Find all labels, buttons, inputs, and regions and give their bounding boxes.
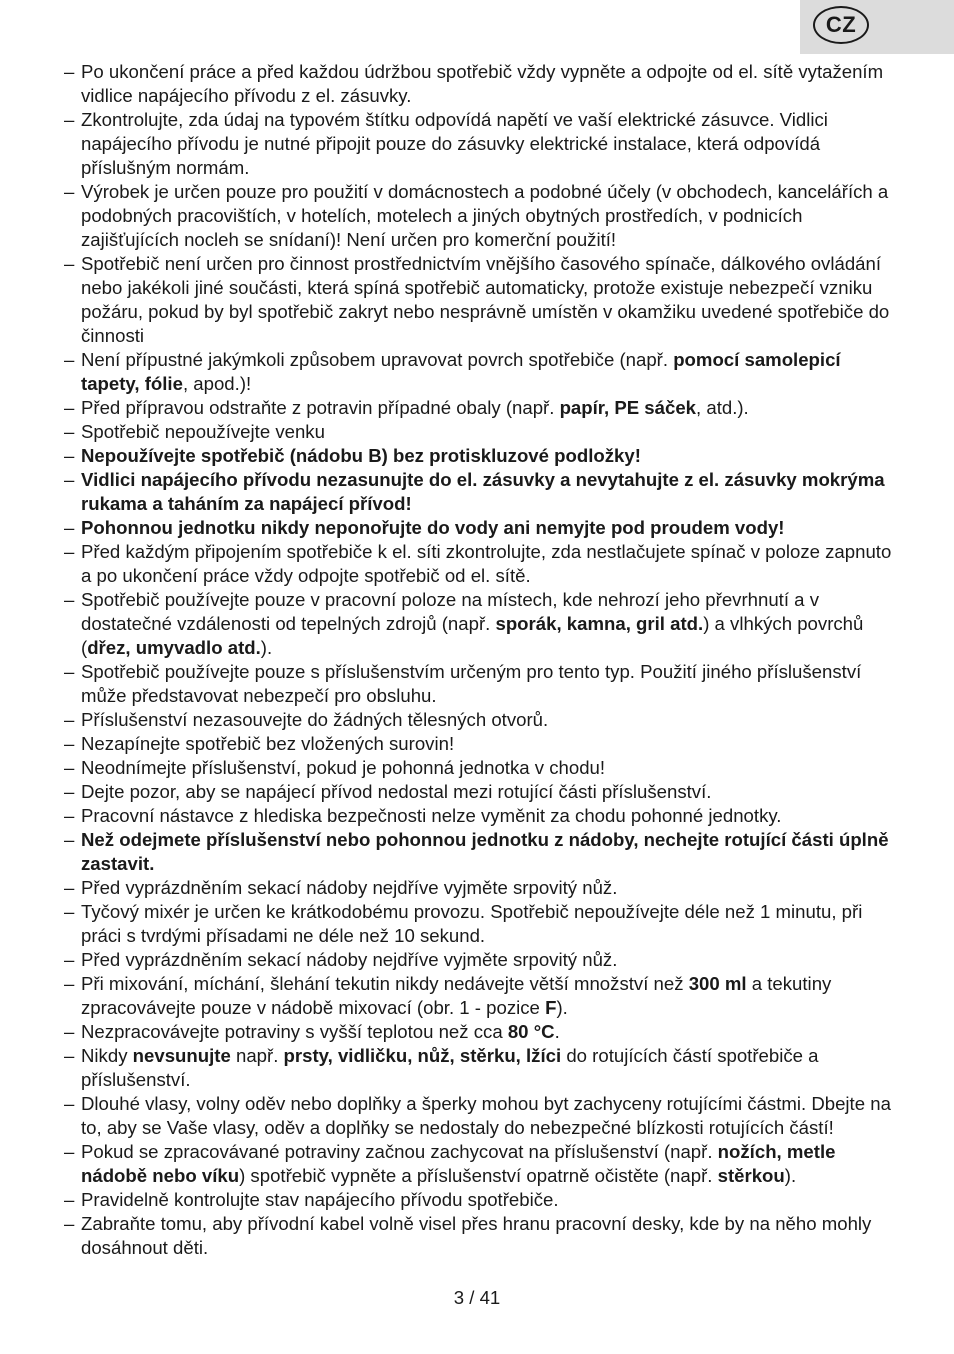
list-item bbox=[64, 588, 904, 660]
dash-bullet: – bbox=[64, 541, 75, 562]
text: Dejte pozor, aby se napájecí přívod nedostal mezi rotující části příslušenství. bbox=[81, 781, 712, 802]
list-item bbox=[64, 1212, 904, 1260]
dash-bullet: – bbox=[64, 901, 75, 922]
dash-bullet: – bbox=[64, 757, 75, 778]
bold-text: Než odejmete příslušenství nebo pohonnou jednotku z nádoby, nechejte rotující části úplně zastavit. bbox=[81, 829, 889, 874]
dash-bullet: – bbox=[64, 445, 75, 466]
text: Spotřebič nepoužívejte venku bbox=[81, 421, 325, 442]
dash-bullet: – bbox=[64, 421, 75, 442]
text: Spotřebič není určen pro činnost prostřednictvím vnějšího časového spínače, dálkového ovládání nebo jakékoli jiné součásti, která spíná spotřebič automaticky, protože existuje nebezpečí vzniku požáru, pokud by byl spotřebič zakryt nebo nesprávně umístěn v okamžiku uvedené spotřebiče do činnosti bbox=[81, 253, 890, 346]
text: Zkontrolujte, zda údaj na typovém štítku odpovídá napětí ve vaší elektrické zásuvce. Vidlici napájecího přívodu je nutné připojit pouze do zásuvky elektrické instalace, která odpovídá příslušným normám. bbox=[81, 109, 828, 178]
bold-text: nevsunujte bbox=[132, 1045, 231, 1066]
list-item bbox=[64, 828, 904, 876]
text: Po ukončení práce a před každou údržbou spotřebič vždy vypněte a odpojte od el. sítě vytažením vidlice napájecího přívodu z el. zásuvky. bbox=[81, 61, 884, 106]
language-tab bbox=[800, 0, 954, 54]
dash-bullet: – bbox=[64, 1141, 75, 1162]
list-item bbox=[64, 804, 904, 828]
text: Příslušenství nezasouvejte do žádných tělesných otvorů. bbox=[81, 709, 549, 730]
list-item bbox=[64, 1140, 904, 1188]
dash-bullet: – bbox=[64, 109, 75, 130]
list-item bbox=[64, 396, 904, 420]
list-item bbox=[64, 756, 904, 780]
dash-bullet: – bbox=[64, 253, 75, 274]
text: Před každým připojením spotřebiče k el. síti zkontrolujte, zda nestlačujete spínač v poloze zapnuto a po ukončení práce vždy odpojte spotřebič od el. sítě. bbox=[81, 541, 892, 586]
dash-bullet: – bbox=[64, 805, 75, 826]
dash-bullet: – bbox=[64, 181, 75, 202]
dash-bullet: – bbox=[64, 973, 75, 994]
text: Pracovní nástavce z hlediska bezpečnosti nelze vyměnit za chodu pohonné jednotky. bbox=[81, 805, 782, 826]
bold-text: papír, PE sáček bbox=[559, 397, 697, 418]
dash-bullet: – bbox=[64, 517, 75, 538]
text: Pokud se zpracovávané potraviny začnou zachycovat na příslušenství (např. bbox=[81, 1141, 718, 1162]
dash-bullet: – bbox=[64, 709, 75, 730]
text: Před přípravou odstraňte z potravin případné obaly (např. bbox=[81, 397, 560, 418]
text: Při mixování, míchání, šlehání tekutin nikdy nedávejte větší množství než bbox=[81, 973, 689, 994]
list-item bbox=[64, 348, 904, 396]
bold-text: pomocí samolepicí tapety, fólie bbox=[81, 349, 841, 394]
text: Zabraňte tomu, aby přívodní kabel volně visel přes hranu pracovní desky, kde by na něho mohly dosáhnout děti. bbox=[81, 1213, 872, 1258]
bold-text: dřez, umyvadlo atd. bbox=[87, 637, 261, 658]
text: Před vyprázdněním sekací nádoby nejdříve vyjměte srpovitý nůž. bbox=[81, 949, 618, 970]
safety-instructions bbox=[64, 60, 904, 1260]
dash-bullet: – bbox=[64, 589, 75, 610]
list-item bbox=[64, 420, 904, 444]
list-item bbox=[64, 732, 904, 756]
bold-text: prsty, vidličku, nůž, stěrku, lžíci bbox=[283, 1045, 562, 1066]
bold-text: Pohonnou jednotku nikdy neponořujte do vody ani nemyjte pod proudem vody! bbox=[81, 517, 785, 538]
bold-text: Vidlici napájecího přívodu nezasunujte do el. zásuvky a nevytahujte z el. zásuvky mokrýma rukama a taháním za napájecí přívod! bbox=[81, 469, 885, 514]
page-number: 3 / 41 bbox=[453, 1287, 501, 1308]
list-item bbox=[64, 468, 904, 516]
text: Tyčový mixér je určen ke krátkodobému provozu. Spotřebič nepoužívejte déle než 1 minutu, při práci s tvrdými přísadami ne déle než 10 sekund. bbox=[81, 901, 863, 946]
text: ) spotřebič vypněte a příslušenství opatrně očistěte (např. bbox=[239, 1165, 718, 1186]
text: ). bbox=[784, 1165, 797, 1186]
dash-bullet: – bbox=[64, 877, 75, 898]
text: ) a vlhkých povrchů ( bbox=[81, 613, 864, 658]
text: Spotřebič používejte pouze v pracovní poloze na místech, kde nehrozí jeho převrhnutí a v dostatečné vzdálenosti od tepelných zdrojů (např. bbox=[81, 589, 819, 634]
language-code: CZ bbox=[825, 12, 857, 37]
dash-bullet: – bbox=[64, 469, 75, 490]
dash-bullet: – bbox=[64, 949, 75, 970]
list-item bbox=[64, 948, 904, 972]
list-item bbox=[64, 972, 904, 1020]
text: např. bbox=[230, 1045, 284, 1066]
list-item bbox=[64, 708, 904, 732]
bold-text: nožích, metle nádobě nebo víku bbox=[81, 1141, 836, 1186]
dash-bullet: – bbox=[64, 733, 75, 754]
dash-bullet: – bbox=[64, 349, 75, 370]
dash-bullet: – bbox=[64, 397, 75, 418]
dash-bullet: – bbox=[64, 661, 75, 682]
text: , apod.)! bbox=[182, 373, 252, 394]
dash-bullet: – bbox=[64, 1021, 75, 1042]
bold-text: sporák, kamna, gril atd. bbox=[495, 613, 704, 634]
dash-bullet: – bbox=[64, 1093, 75, 1114]
list-item bbox=[64, 444, 904, 468]
list-item bbox=[64, 1044, 904, 1092]
list-item bbox=[64, 900, 904, 948]
text: Neodnímejte příslušenství, pokud je pohonná jednotka v chodu! bbox=[81, 757, 606, 778]
text: Nezpracovávejte potraviny s vyšší teplotou než cca bbox=[81, 1021, 508, 1042]
text: ). bbox=[260, 637, 273, 658]
list-item bbox=[64, 780, 904, 804]
dash-bullet: – bbox=[64, 61, 75, 82]
list-item bbox=[64, 108, 904, 180]
list-item bbox=[64, 1092, 904, 1140]
text: Není přípustné jakýmkoli způsobem upravovat povrch spotřebiče (např. bbox=[81, 349, 674, 370]
text: Před vyprázdněním sekací nádoby nejdříve vyjměte srpovitý nůž. bbox=[81, 877, 618, 898]
text: , atd.). bbox=[696, 397, 749, 418]
bold-text: 300 ml bbox=[688, 973, 747, 994]
bold-text: F bbox=[545, 997, 557, 1018]
instruction-list bbox=[64, 60, 904, 1260]
language-badge bbox=[813, 6, 869, 44]
dash-bullet: – bbox=[64, 1189, 75, 1210]
text: Nezapínejte spotřebič bez vložených surovin! bbox=[81, 733, 455, 754]
text: . bbox=[554, 1021, 560, 1042]
dash-bullet: – bbox=[64, 829, 75, 850]
text: do rotujících částí spotřebiče a příslušenství. bbox=[81, 1045, 819, 1090]
list-item bbox=[64, 540, 904, 588]
list-item bbox=[64, 1188, 904, 1212]
text: a tekutiny zpracovávejte pouze v nádobě mixovací (obr. 1 - pozice bbox=[81, 973, 832, 1018]
text: Výrobek je určen pouze pro použití v domácnostech a podobné účely (v obchodech, kancelářích a podobných pracovištích, v hotelích, motelech a jiných obytných prostředích, v podnicích zajišťujících nocleh se snídaní)! Není určen pro komerční použití! bbox=[81, 181, 889, 250]
text: Pravidelně kontrolujte stav napájecího přívodu spotřebiče. bbox=[81, 1189, 559, 1210]
bold-text: Nepoužívejte spotřebič (nádobu B) bez protiskluzové podložky! bbox=[81, 445, 641, 466]
list-item bbox=[64, 516, 904, 540]
bold-text: stěrkou bbox=[717, 1165, 785, 1186]
list-item bbox=[64, 876, 904, 900]
bold-text: 80 °C bbox=[507, 1021, 555, 1042]
dash-bullet: – bbox=[64, 1045, 75, 1066]
list-item bbox=[64, 252, 904, 348]
list-item bbox=[64, 660, 904, 708]
text: Spotřebič používejte pouze s příslušenstvím určeným pro tento typ. Použití jiného příslušenství může představovat nebezpečí pro obsluhu. bbox=[81, 661, 862, 706]
text: Dlouhé vlasy, volny oděv nebo doplňky a šperky mohou byt zachyceny rotujícími částmi. Dbejte na to, aby se Vaše vlasy, oděv a doplňky se nedostaly do nebezpečné blízkosti rotujících částí! bbox=[81, 1093, 891, 1138]
dash-bullet: – bbox=[64, 1213, 75, 1234]
text: Nikdy bbox=[81, 1045, 133, 1066]
text: ). bbox=[556, 997, 568, 1018]
dash-bullet: – bbox=[64, 781, 75, 802]
list-item bbox=[64, 60, 904, 108]
list-item bbox=[64, 1020, 904, 1044]
list-item bbox=[64, 180, 904, 252]
